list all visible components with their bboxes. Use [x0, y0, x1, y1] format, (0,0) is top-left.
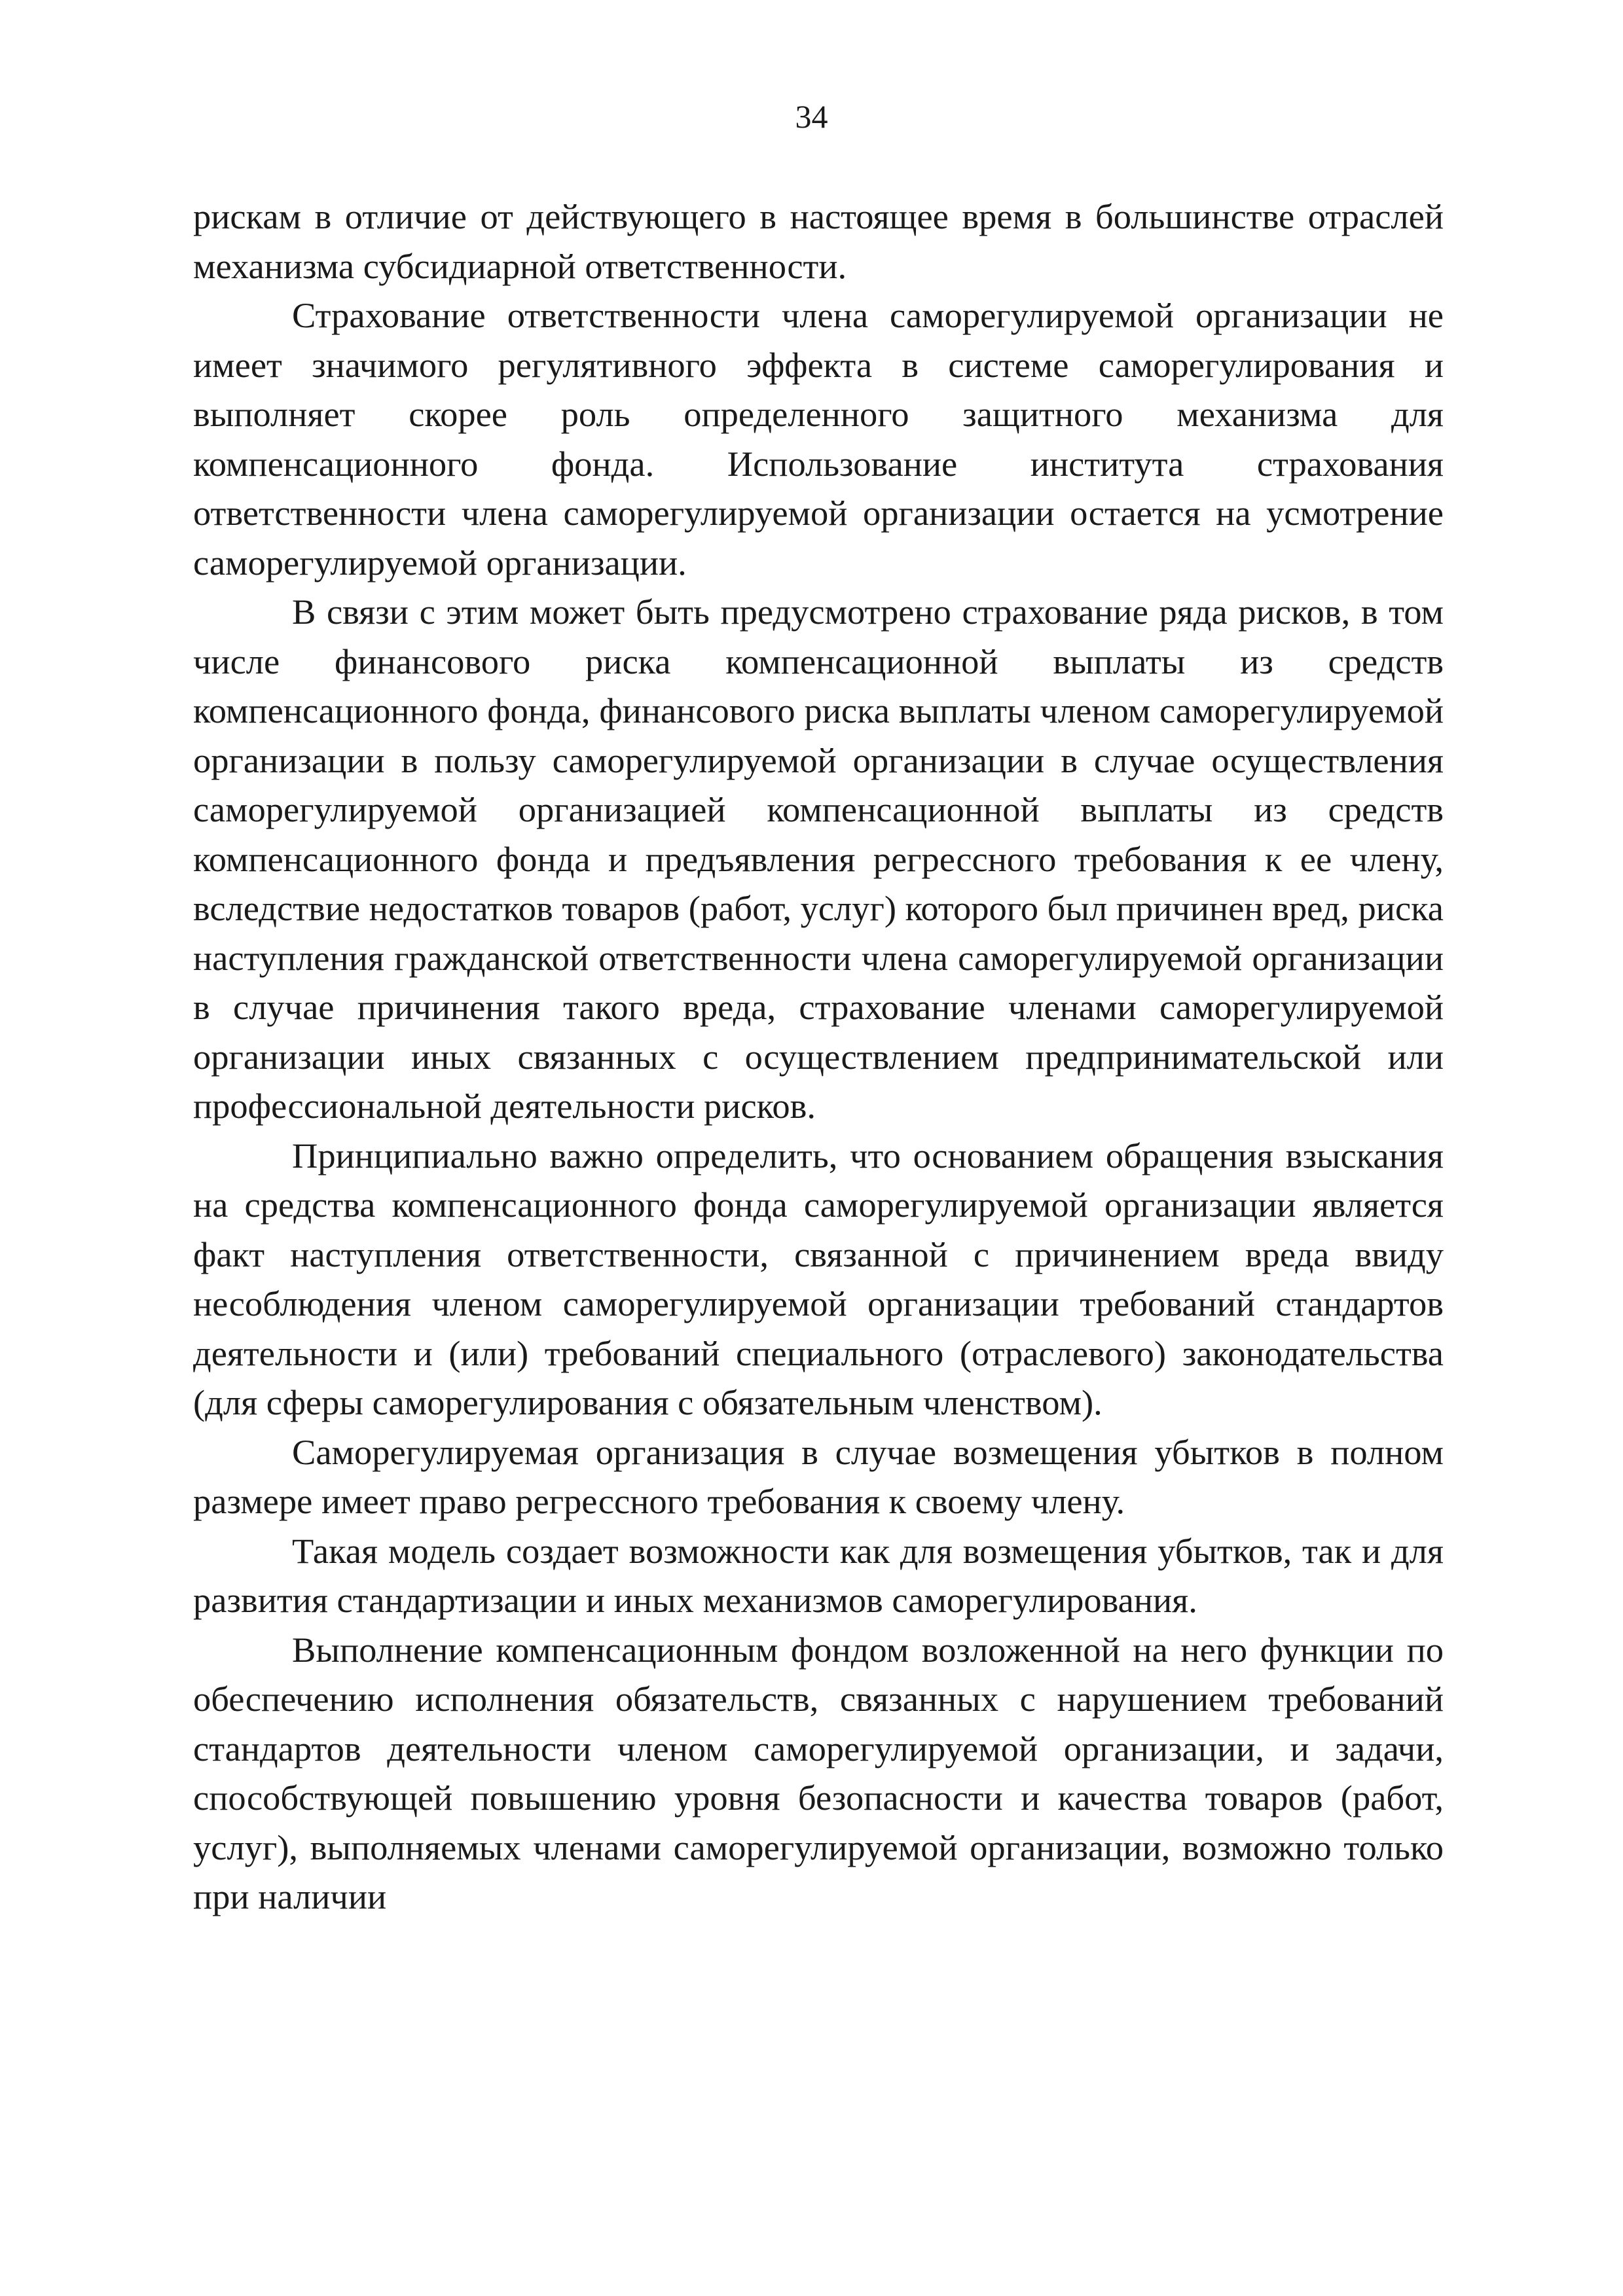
paragraph-continuation: рискам в отличие от действующего в настоящее время в большинстве отраслей механизма субсидиарной ответственности. [193, 196, 1444, 286]
paragraph-model-opportunities: Такая модель создает возможности как для возмещения убытков, так и для развития стандартизации и иных механизмов саморегулирования. [193, 1530, 1444, 1620]
paragraph-insurance-risks: В связи с этим может быть предусмотрено страхование ряда рисков, в том числе финансового риска компенсационной выплаты из средств компенсационного фонда, финансового риска выплаты членом саморегулируемой организации в пользу саморегулируемой организации в случае осуществления саморегулируемой организацией компенсационной выплаты из средств компенсационного фонда и предъявления регрессного требования к ее члену, вследствие недостатков товаров (работ, услуг) которого был причинен вред, риска наступления гражданской ответственности члена саморегулируемой организации в случае причинения такого вреда, страхование членами саморегулируемой организации иных связанных с осуществлением предпринимательской или профессиональной деятельности рисков. [193, 592, 1444, 1126]
paragraph-insurance-liability: Страхование ответственности члена саморегулируемой организации не имеет значимого регулятивного эффекта в системе саморегулирования и выполняет скорее роль определенного защитного механизма для компенсационного фонда. Использование института страхования ответственности члена саморегулируемой организации остается на усмотрение саморегулируемой организации. [193, 295, 1444, 583]
page-number: 34 [795, 98, 828, 135]
paragraph-regress-right: Саморегулируемая организация в случае возмещения убытков в полном размере имеет право регрессного требования к своему члену. [193, 1431, 1444, 1521]
body-text [193, 192, 1444, 1922]
paragraph-fund-function: Выполнение компенсационным фондом возложенной на него функции по обеспечению исполнения обязательств, связанных с нарушением требований стандартов деятельности членом саморегулируемой организации, и задачи, способствующей повышению уровня безопасности и качества товаров (работ, услуг), выполняемых членами саморегулируемой организации, возможно только при наличии [193, 1629, 1444, 1916]
paragraph-compensation-grounds: Принципиально важно определить, что основанием обращения взыскания на средства компенсационного фонда саморегулируемой организации является факт наступления ответственности, связанной с причинением вреда ввиду несоблюдения членом саморегулируемой организации требований стандартов деятельности и (или) требований специального (отраслевого) законодательства (для сферы саморегулирования с обязательным членством). [193, 1135, 1444, 1422]
